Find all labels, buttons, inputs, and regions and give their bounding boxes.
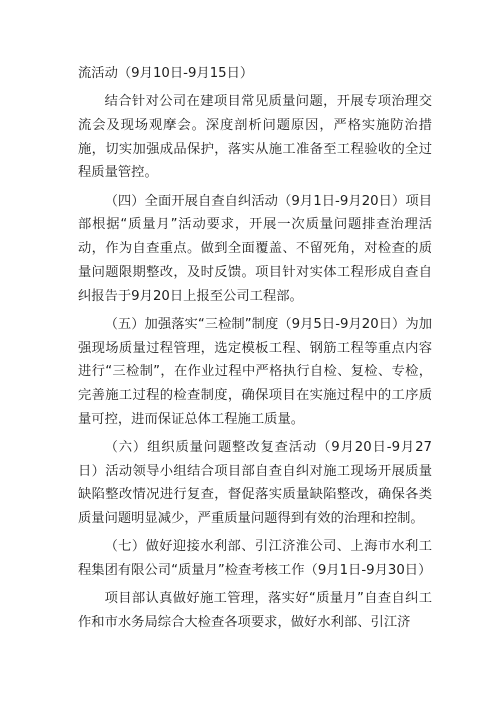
- paragraph-section-4-self-inspection: （四）全面开展自查自纠活动（9月1日-9月20日）项目部根据“质量月”活动要求，开展一次质量问题排查治理活动，作为自查重点。做到全面覆盖、不留死角，对检查的质量问题限期整改，及时反馈。项目针对实体工程形成自查自纠报告于9月20日上报至公司工程部。: [78, 193, 432, 304]
- document-page: [78, 62, 432, 639]
- paragraph-section-5-three-inspection: （五）加强落实“三检制”制度（9月5日-9月20日）为加强现场质量过程管理，选定模板工程、钢筋工程等重点内容进行“三检制”，在作业过程中严格执行自检、复检、专检，完善施工过程的检查制度，确保项目在实施过程中的工序质量可控，进而保证总体工程施工质量。: [78, 316, 432, 427]
- paragraph-section-7-inspection-prep: （七）做好迎接水利部、引江济淮公司、上海市水利工程集团有限公司“质量月”检查考核工作（9月1日-9月30日）: [78, 539, 432, 579]
- paragraph-section-6-rectification-review: （六）组织质量问题整改复查活动（9月20日-9月27日）活动领导小组结合项目部自查自纠对施工现场开展质量缺陷整改情况进行复查，督促落实质量缺陷整改，确保各类质量问题明显减少，严重质量问题得到有效的治理和控制。: [78, 439, 432, 527]
- paragraph-activity-dates: 流活动（9月10日-9月15日）: [78, 66, 254, 81]
- paragraph-construction-management: 项目部认真做好施工管理，落实好“质量月”自查自纠工作和市水务局综合大检查各项要求，做好水利部、引江济: [78, 591, 432, 631]
- paragraph-exchange-meeting: 结合针对公司在建项目常见质量问题，开展专项治理交流会及现场观摩会。深度剖析问题原因，严格实施防治措施，切实加强成品保护，落实从施工准备至工程验收的全过程质量管控。: [78, 94, 432, 181]
